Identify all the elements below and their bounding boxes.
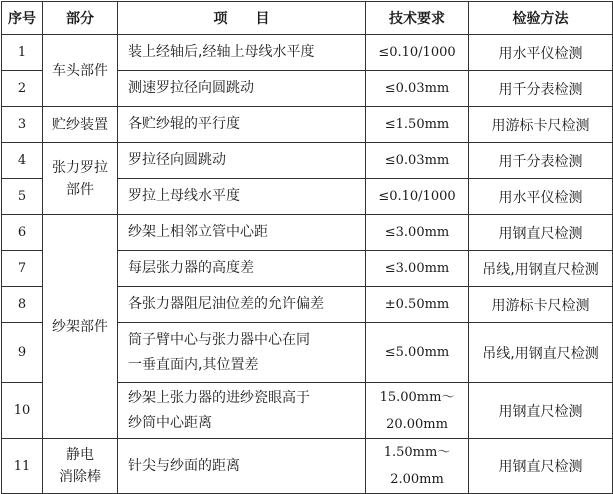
method-cell: 吊线,用钢直尺检测: [469, 251, 613, 287]
part-line: 消除棒: [59, 469, 101, 485]
row-number: 3: [2, 107, 43, 143]
part-cell: 纱架部件: [43, 215, 118, 439]
row-number: 10: [2, 383, 43, 439]
requirement-cell: ≤1.50mm: [366, 107, 469, 143]
requirement-cell: ≤0.03mm: [366, 71, 469, 107]
item-cell: 测速罗拉径向圆跳动: [118, 71, 366, 107]
item-cell: 装上经轴后,经轴上母线水平度: [118, 35, 366, 71]
item-line: 纱筒中心距离: [128, 414, 212, 431]
item-cell: 各张力器阻尼油位差的允许偏差: [118, 287, 366, 323]
row-number: 1: [2, 35, 43, 71]
table-row: [2, 35, 613, 71]
part-line: 部件: [66, 181, 94, 198]
requirement-cell: ±0.50mm: [366, 287, 469, 323]
method-cell: 用千分表检测: [469, 71, 613, 107]
part-cell: 车头部件: [43, 35, 118, 107]
requirement-cell: [366, 439, 469, 494]
part-line: 张力罗拉: [52, 159, 108, 176]
requirement-cell: ≤0.10/1000: [366, 35, 469, 71]
requirement-cell: ≤3.00mm: [366, 251, 469, 287]
header-part: 部分: [43, 2, 118, 35]
row-number: 11: [2, 439, 43, 494]
requirement-cell: ≤5.00mm: [366, 323, 469, 383]
item-cell: 针尖与纱面的距离: [118, 439, 366, 494]
part-cell: 贮纱装置: [43, 107, 118, 143]
row-number: 4: [2, 143, 43, 179]
header-item: 项 目: [118, 2, 366, 35]
row-number: 5: [2, 179, 43, 215]
row-number: 9: [2, 323, 43, 383]
requirement-cell: ≤3.00mm: [366, 215, 469, 251]
requirement-line: 2.00mm: [390, 472, 444, 487]
row-number: 7: [2, 251, 43, 287]
header-no: 序号: [2, 2, 43, 35]
method-cell: 吊线,用钢直尺检测: [469, 323, 613, 383]
header-row: [2, 2, 613, 35]
item-cell: 每层张力器的高度差: [118, 251, 366, 287]
requirement-cell: ≤0.03mm: [366, 143, 469, 179]
method-cell: 用游标卡尺检测: [469, 107, 613, 143]
method-cell: 用钢直尺检测: [469, 439, 613, 494]
part-cell: [43, 143, 118, 215]
item-cell: [118, 323, 366, 383]
spec-table: [1, 1, 613, 494]
requirement-cell: ≤0.10/1000: [366, 179, 469, 215]
method-cell: 用水平仪检测: [469, 35, 613, 71]
header-method: 检验方法: [469, 2, 613, 35]
item-cell: 罗拉径向圆跳动: [118, 143, 366, 179]
method-cell: 用游标卡尺检测: [469, 287, 613, 323]
requirement-line: 1.50mm～: [383, 445, 451, 460]
item-cell: 各贮纱辊的平行度: [118, 107, 366, 143]
item-cell: 纱架上相邻立管中心距: [118, 215, 366, 251]
method-cell: 用钢直尺检测: [469, 383, 613, 439]
table-row: [2, 143, 613, 179]
requirement-line: 15.00mm～: [379, 389, 455, 405]
row-number: 6: [2, 215, 43, 251]
row-number: 2: [2, 71, 43, 107]
table-row: [2, 439, 613, 494]
item-line: 纱架上张力器的进纱瓷眼高于: [128, 389, 310, 406]
method-cell: 用钢直尺检测: [469, 215, 613, 251]
part-line: 静电: [66, 447, 94, 463]
part-cell: [43, 439, 118, 494]
item-cell: 罗拉上母线水平度: [118, 179, 366, 215]
item-cell: [118, 383, 366, 439]
item-line: 一垂直面内,其位置差: [128, 356, 259, 373]
table-row: [2, 107, 613, 143]
header-requirement: 技术要求: [366, 2, 469, 35]
requirement-cell: [366, 383, 469, 439]
requirement-line: 20.00mm: [386, 416, 448, 432]
method-cell: 用水平仪检测: [469, 179, 613, 215]
row-number: 8: [2, 287, 43, 323]
method-cell: 用千分表检测: [469, 143, 613, 179]
table-row: [2, 215, 613, 251]
item-line: 筒子臂中心与张力器中心在同: [128, 331, 310, 348]
